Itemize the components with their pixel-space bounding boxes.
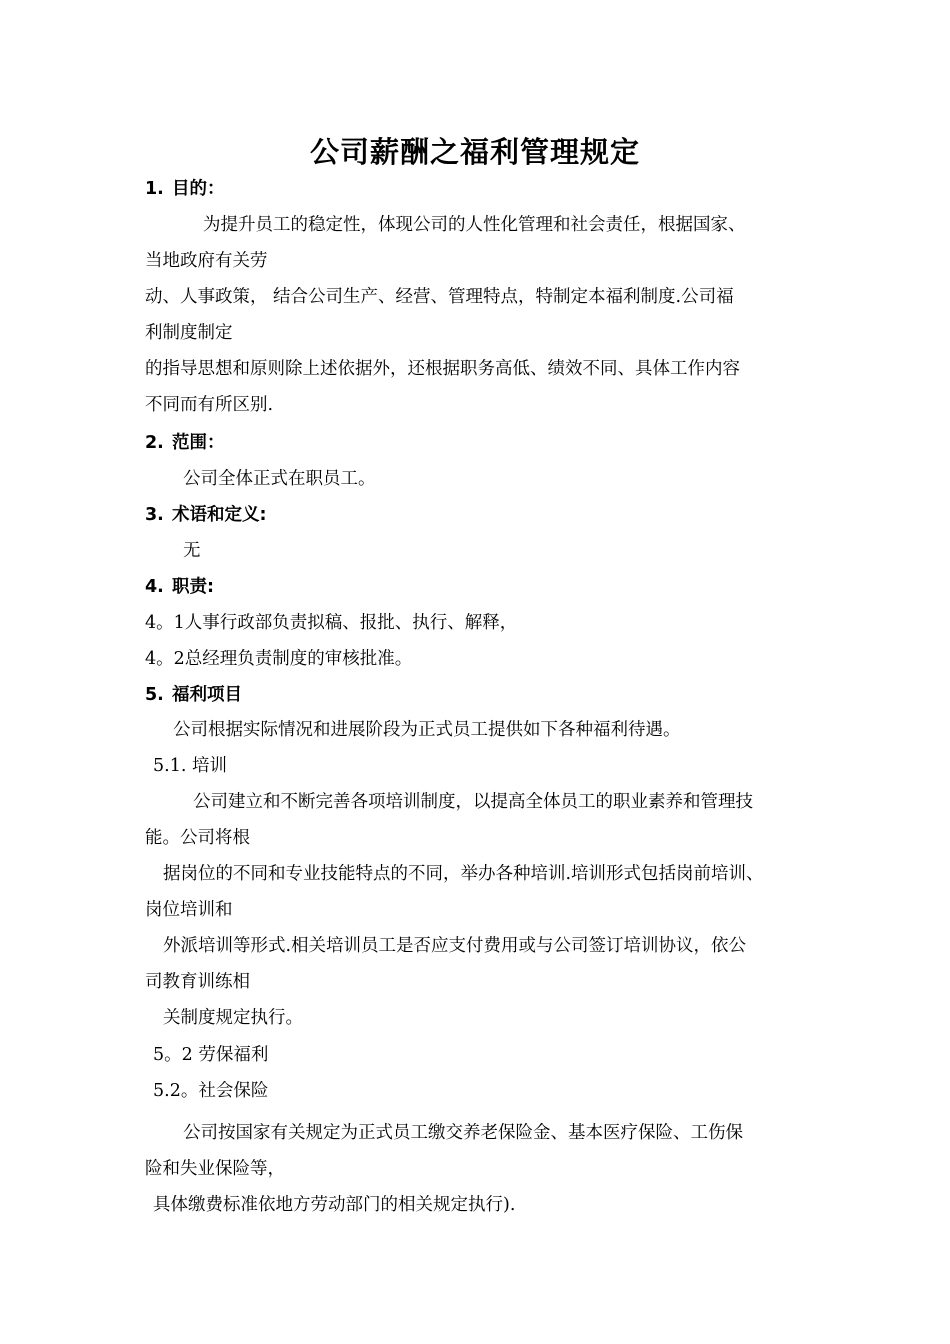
section-title: 范围：	[172, 433, 225, 453]
section-heading-duties	[145, 574, 214, 600]
paragraph-line: 具体缴费标准依地方劳动部门的相关规定执行).	[153, 1195, 516, 1215]
section-title: 目的：	[172, 179, 225, 199]
paragraph-line: 当地政府有关劳	[145, 251, 268, 271]
paragraph-line: 公司全体正式在职员工。	[183, 469, 376, 489]
section-heading-welfare	[145, 682, 242, 708]
subsection-title-insurance: 5.2。社会保险	[153, 1081, 269, 1101]
paragraph-line: 不同而有所区别.	[145, 395, 274, 415]
subsection-title-labor: 5。2 劳保福利	[153, 1045, 269, 1065]
paragraph-line: 公司按国家有关规定为正式员工缴交养老保险金、基本医疗保险、工伤保	[183, 1123, 743, 1143]
section-heading-scope	[145, 430, 225, 456]
paragraph-line: 为提升员工的稳定性，体现公司的人性化管理和社会责任，根据国家、	[203, 215, 746, 235]
paragraph-line: 关制度规定执行。	[163, 1008, 303, 1028]
document-title: 公司薪酬之福利管理规定	[309, 135, 640, 169]
section-number: 3.	[145, 505, 164, 525]
section-number: 2.	[145, 433, 164, 453]
section-heading-purpose	[145, 176, 225, 202]
paragraph-line: 利制度制定	[145, 323, 233, 343]
section-number: 1.	[145, 179, 164, 199]
section-title: 福利项目	[172, 685, 242, 705]
section-title: 职责:	[172, 577, 214, 597]
section-title: 术语和定义:	[172, 505, 267, 525]
paragraph-line: 4。2总经理负责制度的审核批准。	[145, 649, 413, 669]
paragraph-line: 公司建立和不断完善各项培训制度，以提高全体员工的职业素养和管理技	[193, 792, 753, 812]
paragraph-line: 险和失业保险等，	[145, 1159, 285, 1179]
paragraph-line: 的指导思想和原则除上述依据外，还根据职务高低、绩效不同、具体工作内容	[145, 359, 740, 379]
section-number: 5.	[145, 685, 164, 705]
paragraph-line: 司教育训练相	[145, 972, 250, 992]
paragraph-line: 4。1人事行政部负责拟稿、报批、执行、解释，	[145, 613, 518, 633]
paragraph-line: 外派培训等形式.相关培训员工是否应支付费用或与公司签订培训协议，依公	[163, 936, 747, 956]
paragraph-line: 公司根据实际情况和进展阶段为正式员工提供如下各种福利待遇。	[173, 720, 681, 740]
paragraph-line: 无	[183, 541, 201, 561]
paragraph-line: 能。公司将根	[145, 828, 250, 848]
section-number: 4.	[145, 577, 164, 597]
paragraph-line: 岗位培训和	[145, 900, 233, 920]
paragraph-line: 据岗位的不同和专业技能特点的不同，举办各种培训.培训形式包括岗前培训、	[163, 864, 764, 884]
subsection-title-training: 5.1. 培训	[153, 756, 227, 776]
section-heading-terms	[145, 502, 267, 528]
paragraph-line: 动、人事政策， 结合公司生产、经营、管理特点，特制定本福利制度.公司福	[145, 287, 734, 307]
